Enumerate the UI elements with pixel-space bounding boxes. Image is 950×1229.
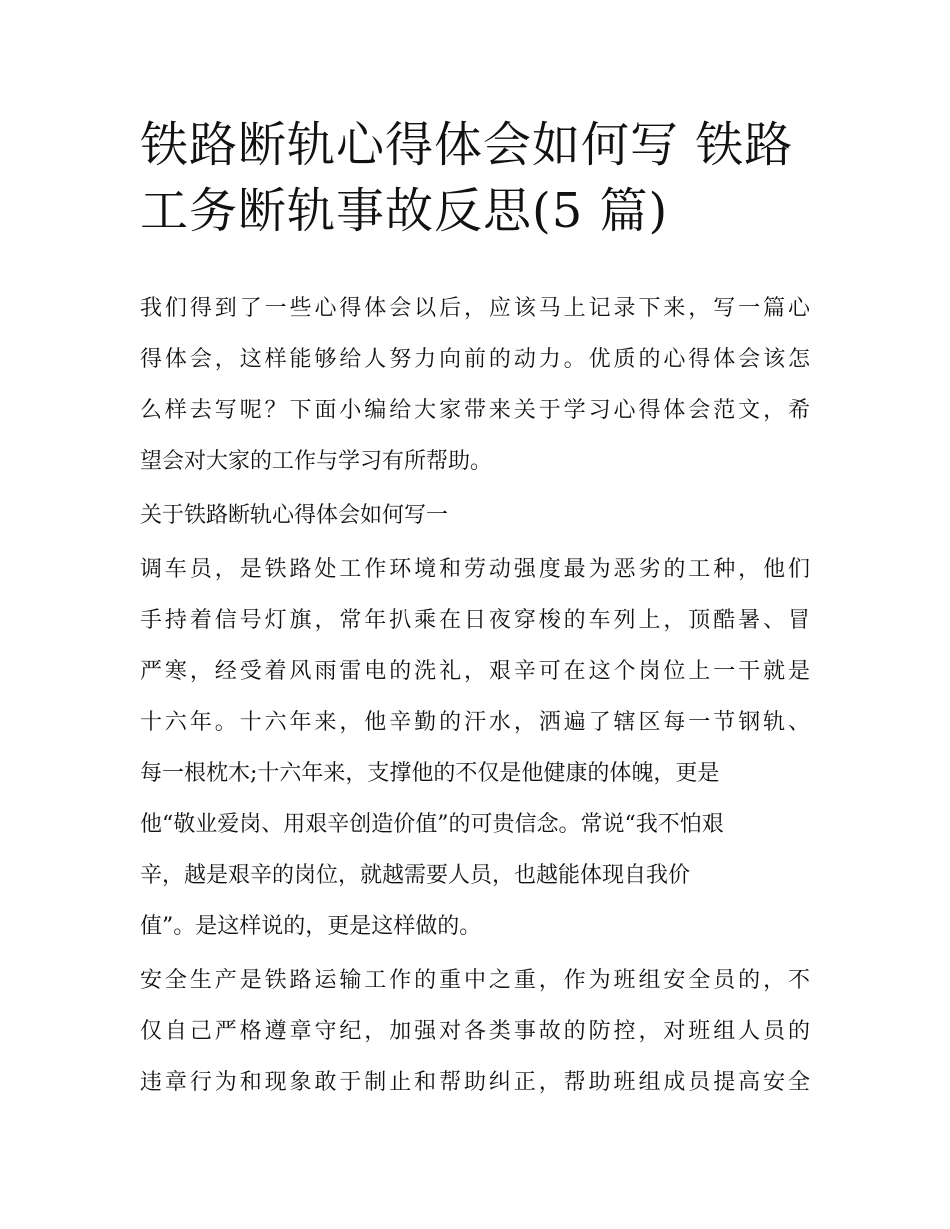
paragraph-line: 违章行为和现象敢于制止和帮助纠正，帮助班组成员提高安全 — [140, 1070, 810, 1095]
paragraph-line: 每一根枕木;十六年来，支撑他的不仅是他健康的体魄，更是 — [140, 761, 720, 786]
section-heading — [140, 490, 810, 541]
section-heading-text: 关于铁路断轨心得体会如何写一 — [140, 503, 449, 528]
paragraph-line: 十六年。十六年来，他辛勤的汗水，洒遍了辖区每一节钢轨、 — [140, 710, 810, 735]
paragraph-line: 辛，越是艰辛的岗位，就越需要人员，也越能体现自我价 — [140, 863, 691, 888]
paragraph-line: 望会对大家的工作与学习有所帮助。 — [140, 449, 493, 474]
paragraph-body-1 — [140, 544, 810, 952]
document-title — [140, 112, 820, 244]
paragraph-body-2 — [140, 955, 810, 1108]
document-body — [140, 283, 810, 1111]
paragraph-intro — [140, 283, 810, 487]
paragraph-line: 么样去写呢？下面小编给大家带来关于学习心得体会范文，希 — [140, 398, 810, 423]
paragraph-line: 手持着信号灯旗，常年扒乘在日夜穿梭的车列上，顶酷暑、冒 — [140, 608, 810, 633]
paragraph-line: 安全生产是铁路运输工作的重中之重，作为班组安全员的，不 — [140, 968, 810, 993]
paragraph-line: 仅自己严格遵章守纪，加强对各类事故的防控，对班组人员的 — [140, 1019, 810, 1044]
paragraph-line: 我们得到了一些心得体会以后，应该马上记录下来，写一篇心 — [140, 296, 810, 321]
title-line-2-text: 工务断轨事故反思(5 篇) — [140, 183, 669, 239]
paragraph-line: 他“敬业爱岗、用艰辛创造价值”的可贵信念。常说“我不怕艰 — [140, 812, 724, 837]
title-line-1-text: 铁路断轨心得体会如何写 铁路 — [140, 117, 794, 173]
paragraph-line: 值”。是这样说的，更是这样做的。 — [140, 914, 482, 939]
title-line-1 — [140, 117, 793, 173]
paragraph-line: 严寒，经受着风雨雷电的洗礼，艰辛可在这个岗位上一干就是 — [140, 659, 810, 684]
title-line-2 — [140, 183, 668, 239]
paragraph-line: 得体会，这样能够给人努力向前的动力。优质的心得体会该怎 — [140, 347, 810, 372]
paragraph-line: 调车员，是铁路处工作环境和劳动强度最为恶劣的工种，他们 — [140, 557, 810, 582]
